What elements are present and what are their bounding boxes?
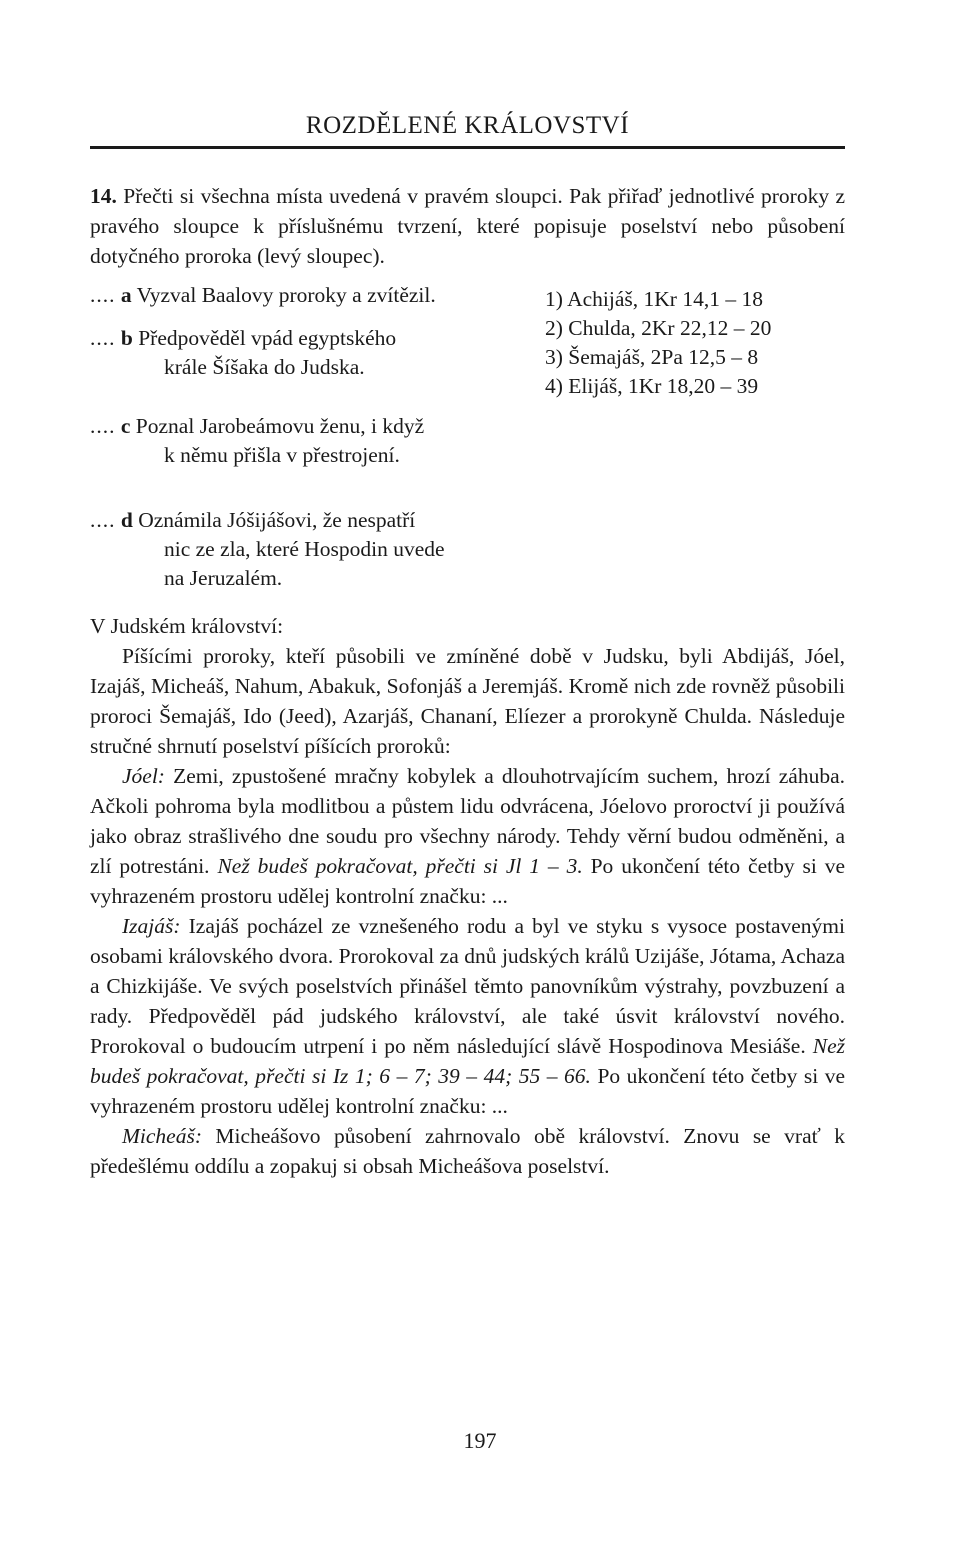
- references-column: [545, 285, 845, 401]
- reference-item: 1) Achijáš, 1Kr 14,1 – 18: [545, 287, 763, 311]
- running-header: ROZDĚLENÉ KRÁLOVSTVÍ: [305, 112, 630, 139]
- answer-blank: ....: [90, 414, 116, 438]
- answer-blank: ....: [90, 326, 116, 350]
- micah-paragraph: [90, 1121, 845, 1181]
- statement-b: [90, 324, 535, 382]
- statement-letter: a: [120, 283, 132, 307]
- prophet-name: Micheáš:: [122, 1124, 202, 1148]
- statement-text-cont: nic ze zla, které Hospodin uvede: [164, 537, 445, 561]
- statement-text: Poznal Jarobeámovu ženu, i když: [135, 414, 425, 438]
- task-number: 14.: [90, 184, 117, 208]
- body-text: [90, 611, 845, 1181]
- answer-blank: ....: [90, 508, 116, 532]
- statement-text: Předpověděl vpád egyptského: [138, 326, 397, 350]
- statement-letter: d: [120, 508, 133, 532]
- page: [90, 110, 845, 1181]
- reference-item: 4) Elijáš, 1Kr 18,20 – 39: [545, 374, 759, 398]
- prophet-name: Izajáš:: [122, 914, 181, 938]
- isaiah-paragraph: [90, 911, 845, 1121]
- statement-text-cont: k němu přišla v přestrojení.: [164, 443, 400, 467]
- reading-instruction: Než budeš pokračovat, přečti si Jl 1 – 3.: [217, 854, 583, 878]
- statement-a: [90, 281, 535, 310]
- statement-c: [90, 412, 535, 470]
- statement-text-cont: krále Šíšaka do Judska.: [164, 355, 365, 379]
- task-text: Přečti si všechna místa uvedená v pravém sloupci. Pak přiřaď jednotlivé proroky z pravého sloupce k příslušnému tvrzení, které popisuje poselství nebo působení dotyčného proroka (levý sloupec).: [90, 184, 846, 268]
- header-rule: [90, 146, 845, 149]
- reading-instruction: Než budeš pokračovat, přečti si Iz 1; 6 – 7; 39 – 44; 55 – 66.: [90, 1034, 845, 1088]
- matching-exercise: [90, 281, 845, 603]
- statements-column: [90, 281, 535, 605]
- statement-letter: c: [120, 414, 131, 438]
- page-number: 197: [463, 1428, 497, 1453]
- reference-item: 3) Šemajáš, 2Pa 12,5 – 8: [545, 345, 759, 369]
- intro-paragraph: Píšícími proroky, kteří působili ve zmíněné době v Judsku, byli Abdijáš, Jóel, Izajáš, Micheáš, Nahum, Abakuk, Sofonjáš a Jeremjáš. Kromě nich zde rovněž působili proroci Šemajáš, Ido (Jeed), Azarjáš, Chananí, Elíezer a prorokyně Chulda. Následuje stručné shrnutí poselství píšících proroků:: [90, 644, 845, 758]
- statement-text: Vyzval Baalovy proroky a zvítězil.: [136, 283, 436, 307]
- statement-d: [90, 506, 535, 593]
- statement-letter: b: [120, 326, 133, 350]
- checkmark-instruction: Po ukončení této četby si ve vyhrazeném prostoru udělej kontrolní značku: ...: [90, 854, 845, 908]
- paragraph-text: Izajáš pocházel ze vznešeného rodu a byl ve styku s vysoce postavenými osobami královského dvora. Prorokoval za dnů judských králů Uzijáše, Jótama, Achaza a Chizkijáše. Ve svých poselstvích přinášel těmto panovníkům výstrahy, povzbuzení a rady. Předpověděl pád judského království, ale také úsvit království nového. Prorokoval o budoucím utrpení i po něm následující slávě Hospodinova Mesiáše.: [90, 914, 845, 1058]
- reference-item: 2) Chulda, 2Kr 22,12 – 20: [545, 316, 772, 340]
- paragraph-text: Zemi, zpustošené mračny kobylek a dlouhotrvajícím suchem, hrozí záhuba. Ačkoli pohroma byla modlitbou a půstem lidu odvrácena, Jóelovo proroctví ji používá jako obraz strašlivého dne soudu pro všechny národy. Tehdy věrní budou odměněni, a zlí potrestáni.: [90, 764, 845, 878]
- prophet-name: Jóel:: [122, 764, 165, 788]
- paragraph-text: Micheášovo působení zahrnovalo obě království. Znovu se vrať k předešlému oddílu a zopakuj si obsah Micheášova poselství.: [90, 1124, 845, 1178]
- section-label: V Judském království:: [90, 614, 284, 638]
- answer-blank: ....: [90, 283, 116, 307]
- statement-text: Oznámila Jóšijášovi, že nespatří: [138, 508, 416, 532]
- task-instructions: [90, 181, 845, 271]
- joel-paragraph: [90, 761, 845, 911]
- checkmark-instruction: Po ukončení této četby si ve vyhrazeném prostoru udělej kontrolní značku: ...: [90, 1064, 845, 1118]
- statement-text-cont: na Jeruzalém.: [164, 566, 283, 590]
